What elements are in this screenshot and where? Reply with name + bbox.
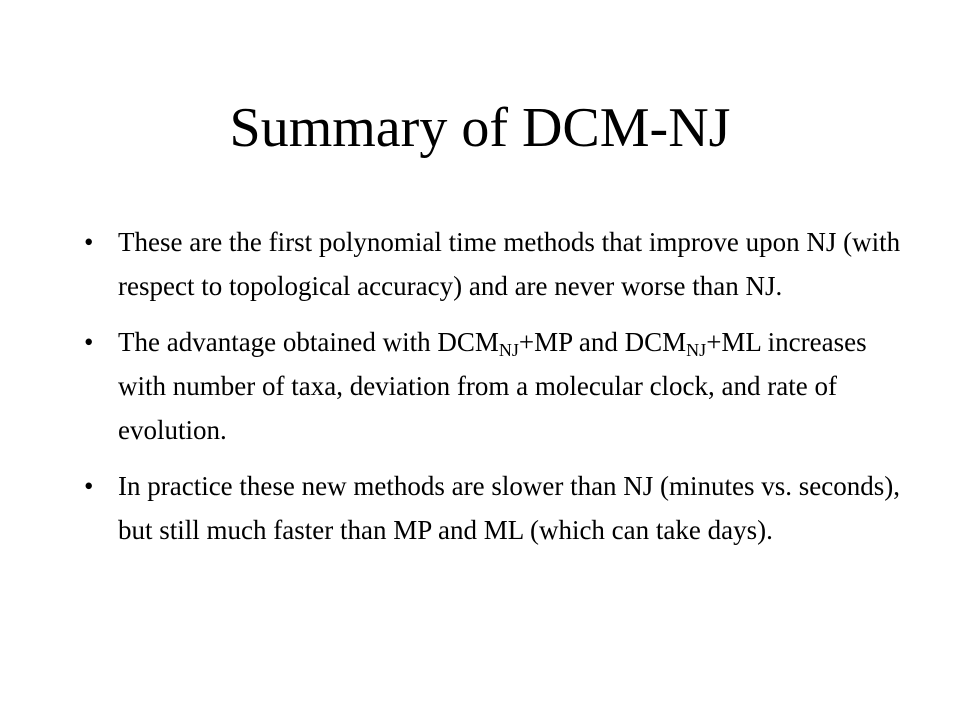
bullet-text-2-part1: The advantage obtained with DCM: [118, 327, 499, 357]
bullet-dot-icon: •: [84, 327, 94, 357]
bullet-text-2-part2: +MP and DCM: [518, 327, 687, 357]
bullet-dot-icon: •: [84, 227, 94, 257]
bullet-text-1: These are the first polynomial time methods that improve upon NJ (with respect to topological accuracy) and are never worse than NJ.: [118, 227, 901, 301]
bullet-item-1: [84, 220, 908, 308]
bullet-text-3: In practice these new methods are slower than NJ (minutes vs. seconds), but still much faster than MP and ML (which can take days).: [118, 471, 901, 545]
bullet-dot-icon: •: [84, 471, 94, 501]
bullet-item-3: [84, 464, 908, 552]
slide-title: Summary of DCM-NJ: [229, 97, 731, 159]
bullet-list: [84, 220, 908, 564]
subscript-nj-1: NJ: [498, 340, 519, 360]
bullet-text-2-part3: +ML increases with number of taxa, deviation from a molecular clock, and rate of evolution.: [118, 327, 867, 445]
bullet-item-2: [84, 320, 908, 452]
subscript-nj-2: NJ: [686, 340, 707, 360]
